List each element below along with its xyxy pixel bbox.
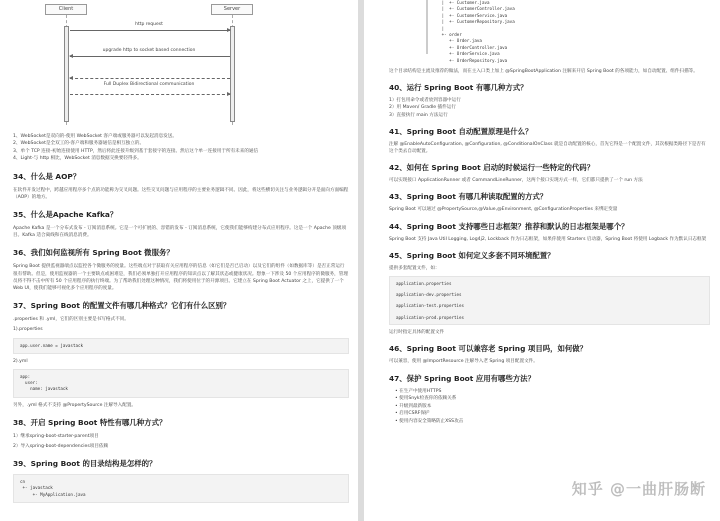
list-item: 4、Light-与 http 相比，WebSocket 消息数据交换要轻得多。: [13, 156, 142, 162]
body-45-outro: 运行时指定具体的配置文件: [389, 330, 445, 336]
body-36: Spring Boot 提供监视器端点以监控各个微服务的度量。这些端点对于获取有关应用程序的信息（如它们是否已启动）以及它们的组件（如数据库等）是否正常运行很有帮助。但是，使用监视器的一个主要缺点或困难是，我们必须单独打开应用程序的知识点以了解其状态或健康状况。想象一下涉及 50 个应用程序的微服务，管理员将不得不击中所有 50 个应用程序的执行终端。为了帮助我们处理这种情况，我们将使用位于的开源项目。它建立在 Spring Boot Actuator 之上，它提供了一个 Web UI，使我们能够可视化多个应用程序的度量。: [13, 264, 348, 292]
list-item: • 升级到最新版本: [395, 403, 710, 411]
list-item: • 启用CSRF保护: [395, 410, 710, 418]
msg-duplex-label: Full Duplex Bidirectional communication: [103, 82, 195, 87]
right-page: [364, 0, 720, 521]
left-page: [0, 0, 358, 521]
body-37-intro: .properties 和 .yml，它们的区别主要是书写格式不同。: [13, 317, 129, 323]
list-item: • 使用Snyk检查你的依赖关系: [395, 395, 710, 403]
client-activation: [64, 26, 69, 122]
body-34: 在软件开发过程中，跨越应用程序多个点的功能称为交叉问题。这些交叉问题与应用程序的主要业务逻辑不同。因此，将这些横切关注与业务逻辑分开是面向方面编程（AOP）的地方。: [13, 187, 349, 200]
msg-upgrade-arrow: [70, 56, 230, 57]
heading-35: 35、什么是Apache Kafka？: [13, 210, 118, 220]
zhihu-watermark: 知乎 @一曲肝肠断: [571, 480, 706, 498]
websocket-sequence-diagram: [33, 0, 263, 126]
tree-note: 这个目录结构是主流及推荐的做法，而在主入口类上加上 @SpringBootApplication 注解来开启 Spring Boot 的各项能力，如自动配置、组件扫描等。: [389, 69, 698, 75]
body-37-outro: 另外，.yml 格式不支持 @PropertySource 注解导入配置。: [13, 402, 137, 408]
msg-http-request-label: http request: [135, 22, 163, 27]
body-46: 可以兼容，使用 @ImportResource 注解导入老 Spring 项目配置文件。: [389, 359, 538, 365]
list-item: • 使用内容安全策略防止XSS攻击: [395, 418, 710, 426]
body-40-item-1: 1）打包用命令或者放到容器中运行: [389, 98, 461, 104]
heading-36: 36、我们如何监视所有 Spring Boot 微服务？: [13, 248, 174, 258]
body-40-item-2: 2）用 Maven/ Gradle 插件运行: [389, 105, 456, 111]
code-directory: cn +- javastack +- MyApplication.java: [13, 474, 349, 503]
code-properties: app.user.name = javastack: [13, 338, 349, 354]
heading-41: 41、Spring Boot 自动配置原理是什么？: [389, 126, 533, 136]
heading-46: 46、Spring Boot 可以兼容老 Spring 项目吗，如何做？: [389, 344, 588, 354]
heading-47: 47、保护 Spring Boot 应用有哪些方法？: [389, 373, 535, 383]
tree-text: | +- Customer.java | +- CustomerController.java | +- CustomerService.java | +- CustomerRepository.java | +- order +- Order.java +- OrderController.java +- OrderService.java +- OrderRepository.java: [441, 0, 515, 63]
heading-39: 39、Spring Boot 的目录结构是怎样的？: [13, 459, 157, 469]
heading-37: 37、Spring Boot 的配置文件有哪几种格式？它们有什么区别？: [13, 301, 231, 311]
body-42: 可以实现接口 ApplicationRunner 或者 CommandLineRunner，这两个接口实现方式一样，它们都只提供了一个 run 方法: [389, 178, 643, 184]
websocket-notes: [13, 133, 349, 163]
code-profiles: application.properties application-dev.properties application-test.properties application-prod.properties: [389, 276, 710, 325]
body-41: 注解 @EnableAutoConfiguration, @Configuration, @ConditionalOnClass 就是自动配置的核心，首先它得是一个配置文件，其次根据类路径下是否有这个类去自动配置。: [389, 141, 706, 155]
body-40-item-3: 3）直接执行 main 方法运行: [389, 112, 448, 118]
body-45-intro: 提供多套配置文件，如：: [389, 265, 440, 271]
heading-43: 43、Spring Boot 有哪几种读取配置的方式？: [389, 192, 548, 202]
code-yml: app: user: name: javastack: [13, 369, 349, 398]
body-38-item-1: 1）继承spring-boot-starter-parent项目: [13, 433, 99, 439]
duplex-arrow-top: [70, 78, 230, 79]
list-item: 1、WebSocket是双向的-使用 WebSocket 客户端或服务器可以发起消息发送。: [13, 134, 177, 139]
body-38-item-2: 2）导入spring-boot-dependencies项目依赖: [13, 444, 109, 450]
client-actor: Client: [45, 4, 87, 15]
directory-tree: [389, 0, 710, 64]
body-37-p1: 1).properties: [13, 327, 43, 333]
msg-upgrade-label: upgrade http to socket based connection: [102, 48, 196, 53]
server-actor: Server: [211, 4, 253, 15]
body-43: Spring Boot 可以通过 @PropertySource,@Value,@Environment, @ConfigurationProperties 来绑定变量: [389, 207, 618, 213]
heading-42: 42、如何在 Spring Boot 启动的时候运行一些特定的代码？: [389, 163, 595, 173]
server-activation: [230, 26, 235, 122]
list-item: 2、WebSocket是全双工的-客户端和服务器通信是相互独立的。: [13, 141, 145, 147]
duplex-arrow-bottom: [70, 94, 230, 95]
body-37-p2: 2).yml: [13, 358, 28, 364]
security-list: [389, 388, 710, 426]
list-item: • 在生产中使用HTTPS: [395, 388, 710, 396]
body-44: Spring Boot 支持 Java Util Logging, Log4j2, Lockback 作为日志框架，如果你使用 Starters 启动器，Spring Boot 将使用 Logback 作为默认日志框架: [389, 236, 707, 242]
heading-34: 34、什么是 AOP？: [13, 171, 81, 181]
heading-45: 45、Spring Boot 如何定义多套不同环境配置？: [389, 250, 555, 260]
body-35: Apache Kafka 是一个分布式发布 - 订阅消息系统。它是一个可扩展的、容错的发布 - 订阅消息系统，它使我们能够构建分布式应用程序。这是一个 Apache 顶级项目。Kafka 适合离线和在线消息消费。: [13, 226, 347, 239]
heading-38: 38、开启 Spring Boot 特性有哪几种方式？: [13, 417, 167, 427]
tree-guide-bar: [426, 0, 428, 54]
msg-http-request-arrow: [70, 30, 230, 31]
list-item: 3、单个 TCP 连接-初始连接使用 HTTP，然后将此连接升级到基于套接字的连接。然后这个单一连接用于所有未来的通信: [13, 148, 259, 154]
heading-44: 44、Spring Boot 支持哪些日志框架？推荐和默认的日志框架是哪个？: [389, 221, 629, 231]
heading-40: 40、运行 Spring Boot 有哪几种方式？: [389, 83, 528, 93]
